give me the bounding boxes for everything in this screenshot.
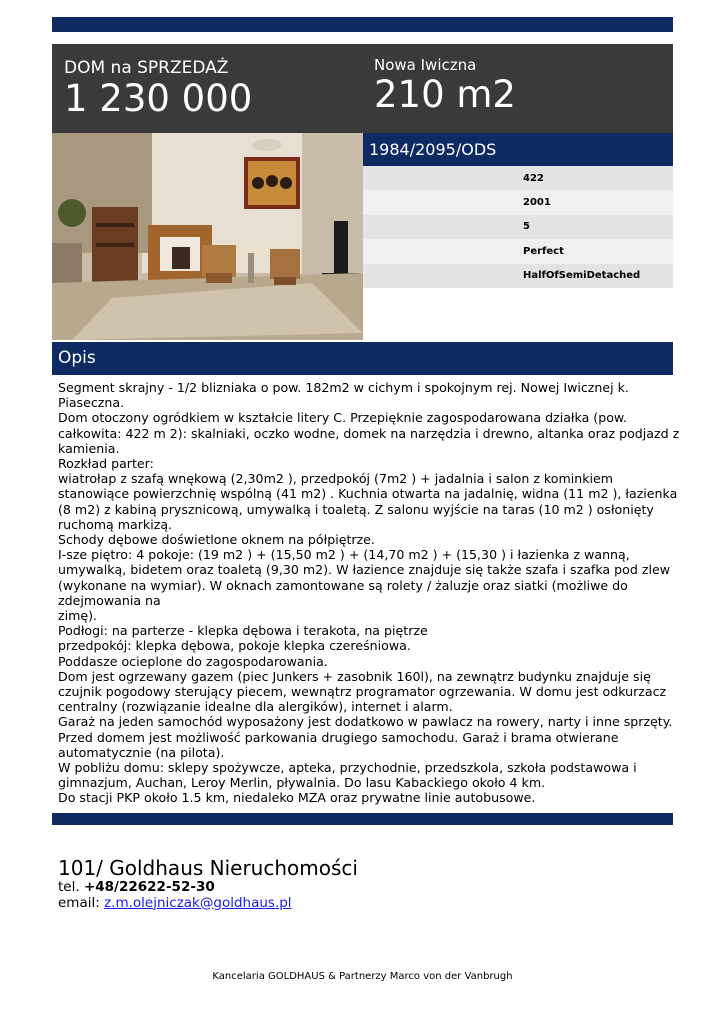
description-line: kamienia. — [58, 440, 120, 456]
property-price: 1 230 000 — [64, 77, 253, 120]
description-line: czujnik pogodowy sterujący piecem, wewnątrz programator ogrzewania. W domu jest odkurzacz — [58, 684, 667, 700]
description-line: (wykonane na wymiar). W oknach zamontowane są rolety / żaluzje oraz siatki (możliwe do — [58, 577, 628, 593]
description-line: Poddasze ocieplone do zagospodarowania. — [58, 653, 328, 669]
description-line: zdejmowania na — [58, 592, 161, 608]
email-line — [58, 896, 292, 912]
description-line: Podłogi: na parterze - klepka dębowa i terakota, na piętrze — [58, 623, 428, 639]
property-area: 210 m2 — [374, 73, 516, 116]
attribute-value: Perfect — [523, 245, 564, 257]
agency-name: 101/ Goldhaus Nieruchomości — [58, 856, 358, 880]
listing-header — [52, 44, 673, 133]
description-line: stanowiące powierzchnię wspólną (41 m2) . Kuchnia otwarta na jadalnię, widna (11 m2 ), łazienka — [58, 486, 678, 502]
email-label: email: — [58, 894, 100, 911]
description-line: umywalką, bidetem oraz toaletą (9,30 m2). W łazience znajduje się także szafa i szafka pod zlew — [58, 562, 671, 578]
description-line: centralny (rozwiązanie idealne dla alergików), internet i alarm. — [58, 699, 453, 715]
description-line: Garaż na jeden samochód wyposażony jest dodatkowo w pawlacz na rowery, narty i inne sprzęty. — [58, 714, 673, 730]
agent-contact — [58, 880, 292, 911]
description-line: Schody dębowe doświetlone oknem na półpiętrze. — [58, 532, 375, 548]
description-line: przedpokój: klepka dębowa, pokoje klepka czereśniowa. — [58, 638, 411, 654]
description-line: zimę). — [58, 608, 98, 624]
description-line: Piaseczna. — [58, 395, 125, 411]
attribute-row — [363, 264, 673, 288]
description-line: wiatrołap z szafą wnękową (2,30m2 ), przedpokój (7m2 ) + jadalnia i salon z kominkiem — [58, 471, 614, 487]
description-line: Segment skrajny - 1/2 blizniaka o pow. 182m2 w cichym i spokojnym rej. Nowej Iwicznej k. — [58, 380, 629, 395]
description-line: Przed domem jest możliwość parkowania drugiego samochodu. Garaż i brama otwierane — [58, 729, 619, 745]
description-line: całkowita: 422 m 2): skalniaki, oczko wodne, domek na narzędzia i drewno, altanka oraz podjazd z — [58, 425, 680, 441]
phone-line — [58, 880, 292, 896]
description-line: ruchomą markizą. — [58, 516, 173, 532]
phone-label: tel. — [58, 879, 80, 895]
attribute-row — [363, 190, 673, 214]
description-line: I-sze piętro: 4 pokoje: (19 m2 ) + (15,50 m2 ) + (14,70 m2 ) + (15,30 ) i łazienka z wanną, — [58, 547, 630, 563]
description-line: (8 m2) z kabiną prysznicową, umywalką i toaletą. Z salonu wyjście na taras (10 m2 ) osłonięty — [58, 501, 654, 517]
page-footer: Kancelaria GOLDHAUS & Partnerzy Marco von der Vanbrugh — [212, 971, 513, 982]
attribute-value: 2001 — [523, 197, 551, 209]
phone-number: +48/22622-52-30 — [83, 879, 215, 895]
property-type: DOM na SPRZEDAŻ — [64, 58, 229, 78]
description-line: automatycznie (na pilota). — [58, 744, 225, 760]
description-line: Dom jest ogrzewany gazem (piec Junkers + zasobnik 160l), na zewnątrz budynku znajduje się — [58, 668, 651, 684]
description-line: W pobliżu domu: sklepy spożywcze, apteka, przychodnie, przedszkola, szkoła podstawowa i — [58, 760, 637, 776]
description-line: Dom otoczony ogródkiem w kształcie litery C. Przepięknie zagospodarowana działka (pow. — [58, 410, 628, 426]
description-line: Do stacji PKP około 1.5 km, niedaleko MZA oraz prywatne linie autobusowe. — [58, 790, 536, 806]
listing-reference: 1984/2095/ODS — [363, 133, 673, 166]
attribute-row — [363, 239, 673, 263]
description-line: Rozkład parter: — [58, 456, 154, 472]
email-link[interactable]: z.m.olejniczak@goldhaus.pl — [104, 894, 292, 911]
description-heading: Opis — [52, 342, 673, 375]
attribute-value: 422 — [523, 172, 544, 184]
property-photo — [52, 133, 363, 340]
attribute-value: HalfOfSemiDetached — [523, 270, 641, 282]
attribute-table — [363, 166, 673, 288]
attribute-row — [363, 215, 673, 239]
bottom-accent-bar — [52, 813, 673, 825]
description-line: gimnazjum, Auchan, Leroy Merlin, pływalnia. Do lasu Kabackiego około 4 km. — [58, 775, 546, 791]
attribute-value: 5 — [523, 221, 530, 233]
property-location: Nowa Iwiczna — [374, 56, 477, 74]
top-accent-bar — [52, 17, 673, 32]
attribute-row — [363, 166, 673, 190]
description-body — [58, 380, 680, 806]
